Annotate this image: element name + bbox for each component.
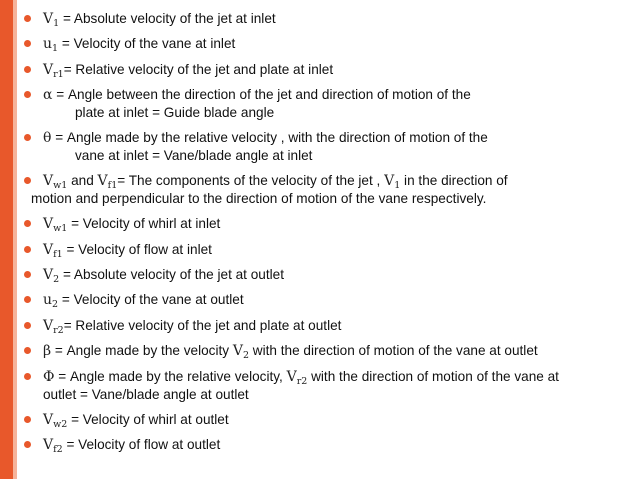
connector-text: and [67, 173, 98, 189]
definition-text: = The components of the velocity of the jet , [117, 173, 385, 189]
definition-continuation: vane at inlet = Vane/blade angle at inlet [75, 148, 313, 164]
symbol: $V_{f1}$ [97, 173, 118, 192]
symbol: $V_{r1}$ [43, 61, 64, 80]
symbol: $u_2$ [43, 292, 59, 311]
list-item [22, 10, 628, 28]
definition-text: = Absolute velocity of the jet at inlet [59, 11, 276, 26]
symbol: β [43, 343, 52, 360]
definition-continuation: plate at inlet = Guide blade angle [75, 105, 275, 121]
definition-text: = Velocity of flow at outlet [62, 436, 221, 452]
definition-text: = Velocity of the vane at outlet [58, 292, 244, 308]
definition-text: = Relative velocity of the jet and plate at inlet [63, 61, 334, 77]
definition-continuation: outlet = Vane/blade angle at outlet [43, 386, 249, 402]
definition-text: = Velocity of the vane at inlet [58, 36, 236, 52]
slide-content [22, 10, 628, 472]
list-item [22, 317, 628, 335]
list-item [22, 241, 628, 259]
symbol: $V_1$ [43, 11, 60, 29]
symbol: $V_{w2}$ [43, 411, 68, 430]
symbol: α [43, 87, 53, 104]
definition-text: = Velocity of whirl at outlet [67, 411, 229, 427]
definition-text: = Angle made by the relative velocity, [54, 368, 287, 384]
definition-text: in the direction of [400, 173, 508, 189]
definition-continuation: motion and perpendicular to the direction of motion of the vane respectively. [31, 191, 487, 207]
symbol: $V_2$ [43, 266, 60, 285]
symbol: $V_{r2}$ [286, 368, 308, 387]
list-item [22, 368, 628, 403]
definition-text: with the direction of motion of the vane at outlet [249, 343, 538, 359]
symbol: $V_{w1}$ [43, 216, 68, 235]
definition-text: = Velocity of flow at inlet [62, 241, 212, 257]
list-item [22, 215, 628, 233]
list-item [22, 61, 628, 79]
definition-list [22, 10, 628, 454]
list-item [22, 411, 628, 429]
symbol: $V_1$ [384, 173, 401, 192]
symbol: θ [43, 130, 52, 147]
list-item [22, 436, 628, 454]
definition-text: = Velocity of whirl at inlet [67, 216, 221, 232]
symbol: $V_{f2}$ [43, 436, 63, 455]
definition-text: = Angle between the direction of the jet and direction of motion of the [52, 87, 471, 103]
symbol: $V_{r2}$ [43, 317, 64, 336]
list-item [22, 35, 628, 53]
symbol: $V_{w1}$ [43, 173, 68, 192]
list-item [22, 129, 628, 164]
symbol: $V_2$ [232, 343, 249, 362]
definition-text: with the direction of motion of the vane at [307, 368, 559, 384]
symbol: $u_1$ [43, 36, 59, 55]
definition-text: = Angle made by the relative velocity , with the direction of motion of the [51, 130, 488, 146]
definition-text: = Angle made by the velocity [51, 343, 233, 359]
list-item [22, 266, 628, 284]
accent-bar [0, 0, 13, 479]
definition-text: = Absolute velocity of the jet at outlet [59, 266, 284, 282]
list-item [22, 342, 628, 360]
symbol: $V_{f1}$ [43, 241, 63, 260]
list-item [22, 291, 628, 309]
list-item [22, 172, 628, 207]
accent-bar-light [13, 0, 17, 479]
definition-text: = Relative velocity of the jet and plate at outlet [63, 317, 342, 333]
symbol: Φ [43, 368, 55, 385]
list-item [22, 86, 628, 121]
